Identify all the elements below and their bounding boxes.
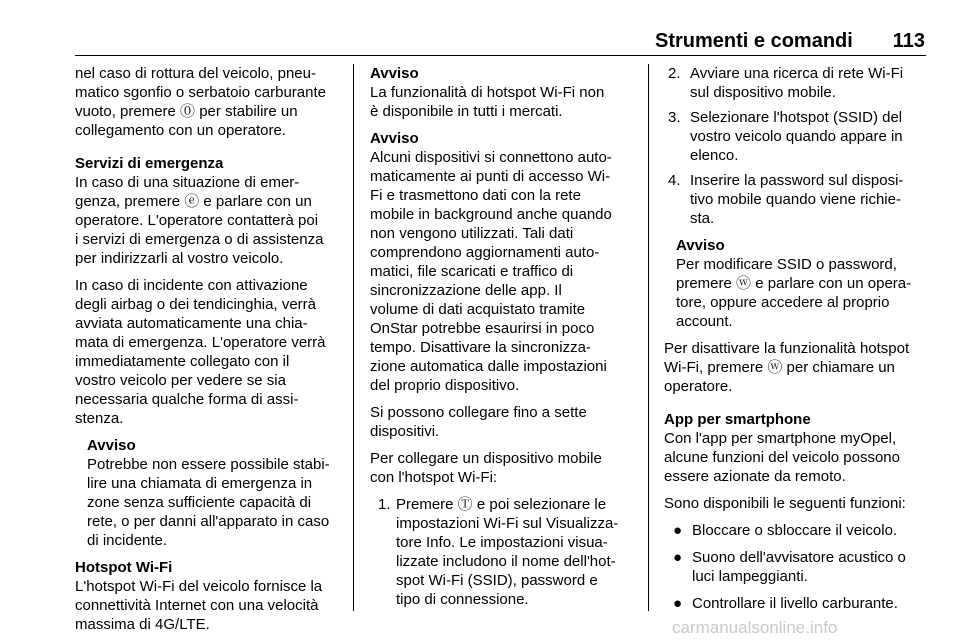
- feature-text: Controllare il livello carburante.: [692, 595, 898, 612]
- list-item: [664, 108, 926, 165]
- bullet-icon: ●: [673, 522, 683, 539]
- emergency-paragraph-2: In caso di incidente con attivazione degli airbag o dei tendicinghia, verrà avviata automaticamente una chia- mata di emergenza. L'operatore verrà immediatamente collegato con il vostro veicolo per vedere se sia necessaria qualche forma di assi- stenza.: [75, 277, 326, 427]
- note-title: Avviso: [87, 437, 136, 454]
- step-text: Selezionare l'hotspot (SSID) del vostro veicolo quando appare in elenco.: [690, 109, 903, 164]
- app-paragraph-1: Con l'app per smartphone myOpel, alcune funzioni del veicolo possono essere azionate da remoto.: [664, 430, 900, 485]
- bullet-icon: ●: [673, 595, 683, 612]
- note-body: La funzionalità di hotspot Wi-Fi non è disponibile in tutti i mercati.: [370, 84, 605, 120]
- step-text: Avviare una ricerca di rete Wi-Fi sul dispositivo mobile.: [690, 65, 904, 101]
- app-heading: App per smartphone: [664, 411, 811, 428]
- column-divider-1: [353, 64, 354, 611]
- note-title: Avviso: [370, 65, 419, 82]
- note-title: Avviso: [676, 237, 725, 254]
- header-divider: [75, 55, 926, 56]
- hotspot-note-1: [370, 64, 642, 121]
- column-divider-2: [648, 64, 649, 611]
- step-text: Inserire la password sul disposi- tivo mobile quando viene richie- sta.: [690, 172, 904, 227]
- list-item: [664, 64, 926, 102]
- page-header: [655, 30, 925, 54]
- note-title: Avviso: [370, 130, 419, 147]
- step-number: 1.: [378, 496, 391, 513]
- note-body: Potrebbe non essere possibile stabi- lire una chiamata di emergenza in zone senza sufficiente capacità di rete, o per danni all'apparato in caso di incidente.: [87, 456, 330, 549]
- list-item: [664, 171, 926, 228]
- page-number: 113: [892, 30, 925, 52]
- devices-paragraph: Si possono collegare fino a sette dispositivi.: [370, 404, 587, 440]
- note-body: Alcuni dispositivi si connettono auto- maticamente ai punti di accesso Wi- Fi e trasmettono dati con la rete mobile in background anche quando non vengono utilizzati. Tali dati comprendono aggiornamenti auto- matici, file scaricati e traffico di sincronizzazione delle app. Il volume di dati acquistato tramite OnStar potrebbe esaurirsi in poco tempo. Disattivare la sincronizza- zione automatica dalle impostazioni del proprio dispositivo.: [370, 149, 612, 394]
- emergency-paragraph-1: In caso di una situazione di emer- genza, premere ⓔ e parlare con un operatore. L'operatore contatterà poi i servizi di emergenza o di assistenza per indirizzarli al vostro veicolo.: [75, 174, 324, 267]
- column-1: [75, 64, 347, 642]
- hotspot-note-2: [370, 129, 642, 395]
- column-2: [370, 64, 642, 617]
- intro-paragraph: nel caso di rottura del veicolo, pneu- matico sgonfio o serbatoio carburante vuoto, premere ⓪ per stabilire un collegamento con un operatore.: [75, 65, 326, 139]
- disable-hotspot-paragraph: Per disattivare la funzionalità hotspot Wi-Fi, premere ⓦ per chiamare un operatore.: [664, 340, 910, 395]
- step-number: 3.: [668, 109, 681, 126]
- features-list: [664, 521, 926, 613]
- step-number: 2.: [668, 65, 681, 82]
- list-item: [664, 521, 926, 540]
- connect-intro-paragraph: Per collegare un dispositivo mobile con l'hotspot Wi-Fi:: [370, 450, 602, 486]
- feature-text: Bloccare o sbloccare il veicolo.: [692, 522, 898, 539]
- step-number: 4.: [668, 172, 681, 189]
- emergency-heading: Servizi di emergenza: [75, 155, 224, 172]
- page-section-title: Strumenti e comandi: [655, 30, 853, 52]
- step-text: Premere Ⓣ e poi selezionare le impostazioni Wi-Fi sul Visualizza- tore Info. Le impostazioni visua- lizzate includono il nome dell'hot- spot Wi-Fi (SSID), password e tipo di connessione.: [396, 496, 619, 608]
- ssid-note: [676, 236, 926, 331]
- note-body: Per modificare SSID o password, premere ⓦ e parlare con un opera- tore, oppure accedere al proprio account.: [676, 256, 912, 330]
- list-item: [664, 594, 926, 613]
- column-3: [664, 64, 926, 621]
- hotspot-paragraph: L'hotspot Wi-Fi del veicolo fornisce la connettività Internet con una velocità massima di 4G/LTE.: [75, 578, 323, 633]
- steps-list: [370, 495, 642, 609]
- watermark: carmanualsonline.info: [672, 618, 838, 637]
- bullet-icon: ●: [673, 549, 683, 566]
- app-paragraph-2: Sono disponibili le seguenti funzioni:: [664, 495, 906, 512]
- list-item: [370, 495, 642, 609]
- emergency-note: [87, 436, 347, 550]
- feature-text: Suono dell'avvisatore acustico o luci lampeggianti.: [692, 549, 906, 585]
- list-item: [664, 548, 926, 586]
- steps-list-continued: [664, 64, 926, 228]
- hotspot-heading: Hotspot Wi-Fi: [75, 559, 173, 576]
